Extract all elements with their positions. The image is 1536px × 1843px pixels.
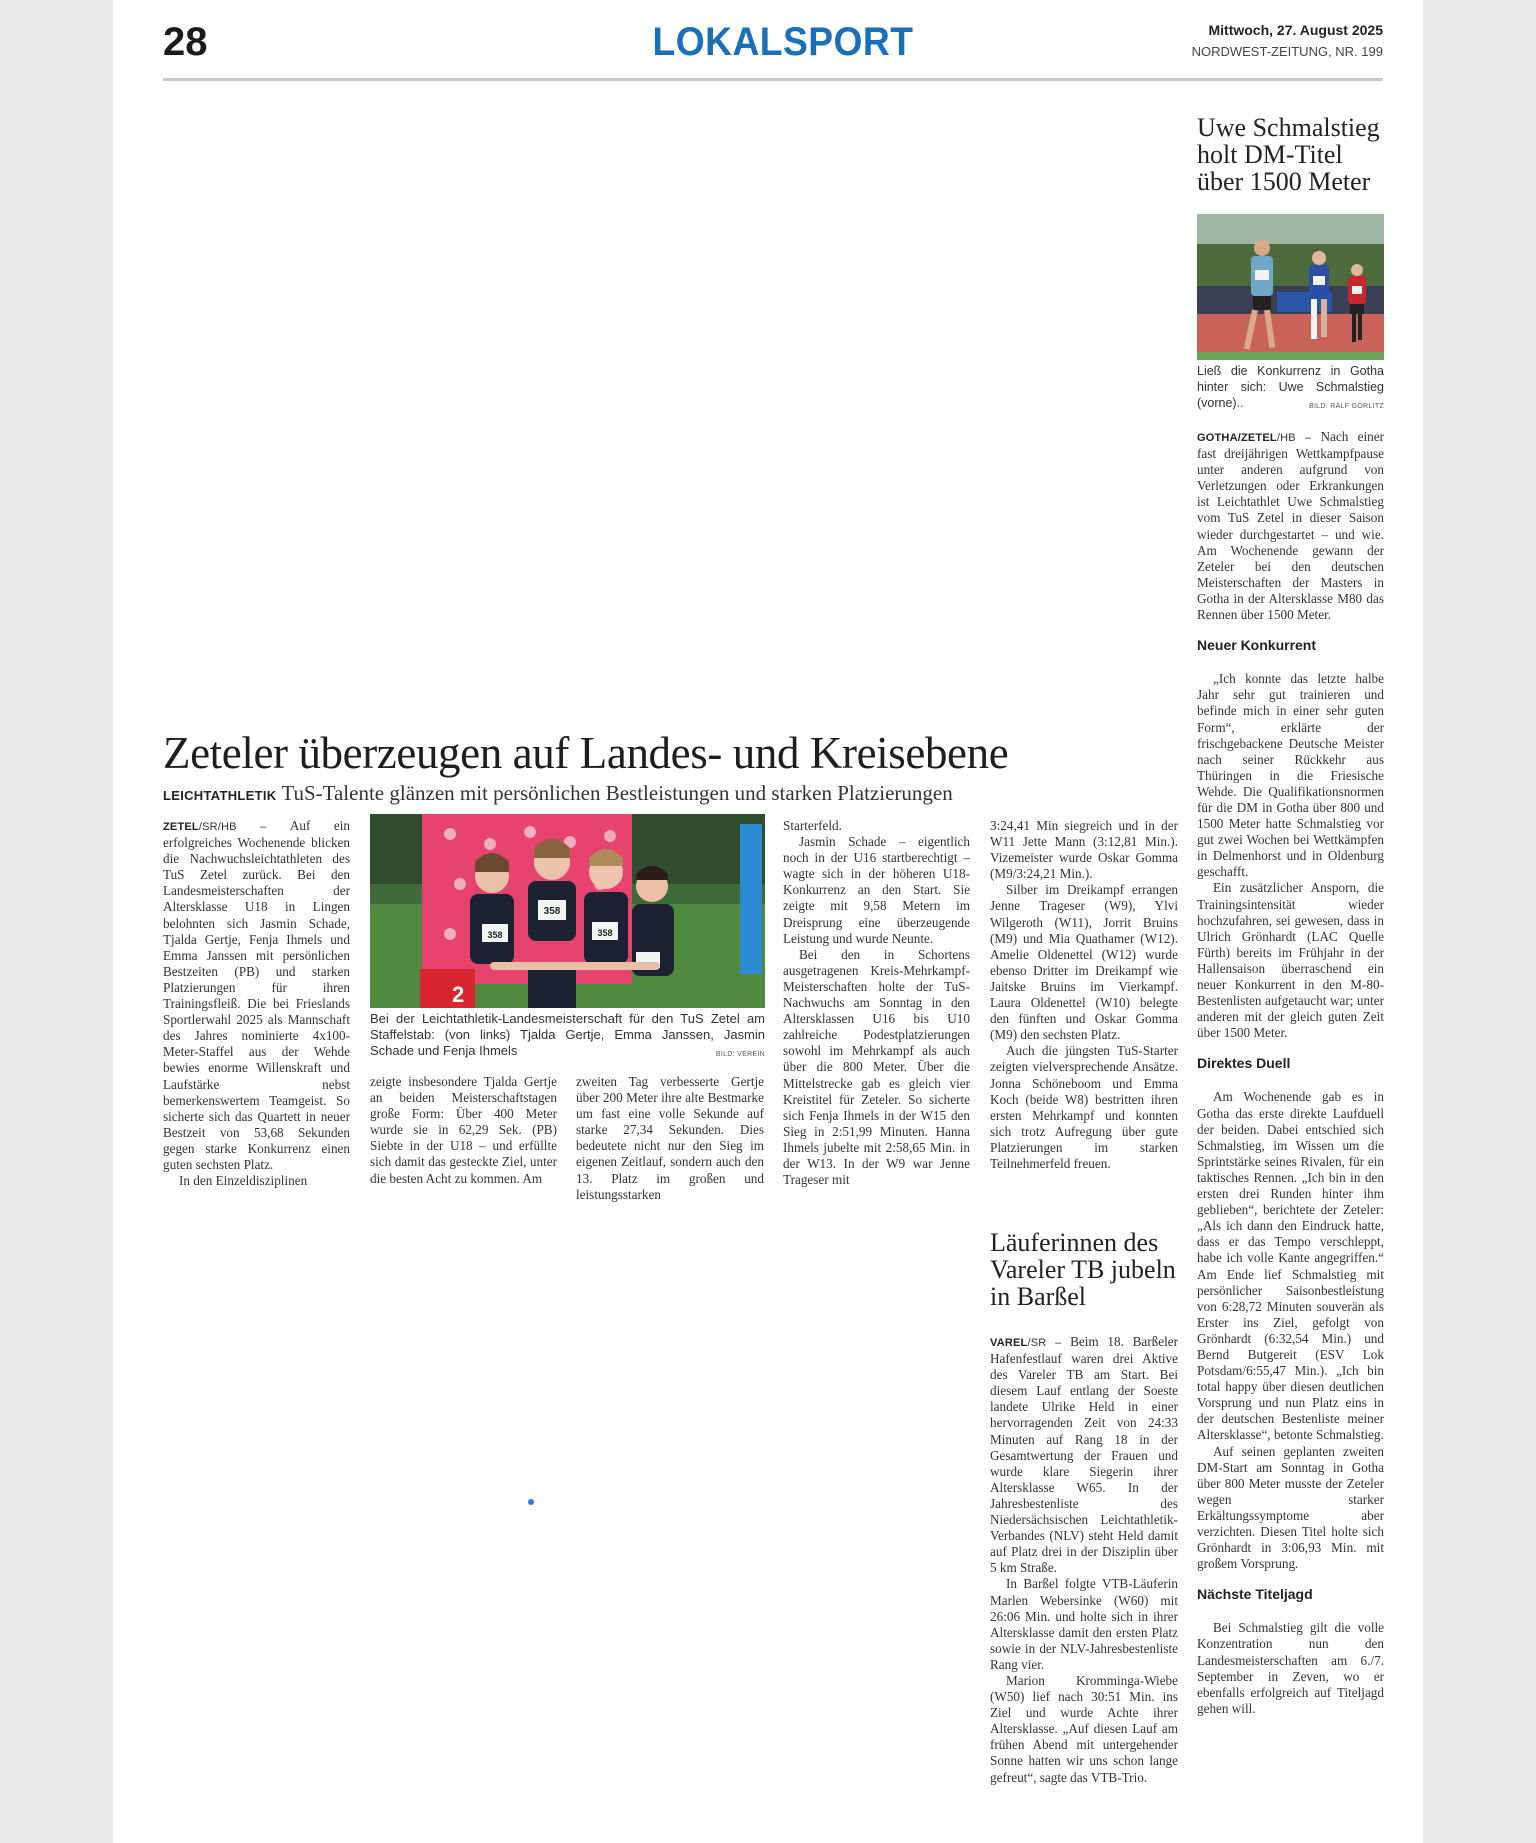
main-col-3: [576, 1074, 764, 1203]
bib-number: 358: [543, 906, 561, 917]
main-col-1: [163, 818, 350, 1189]
banner-flag: [740, 824, 762, 974]
varel-headline: Läuferinnen des Vareler TB jubeln in Barßel: [990, 1228, 1176, 1311]
athlete-2: [528, 839, 576, 1008]
relay-photo-caption: [370, 1011, 765, 1063]
main-col-5: [990, 818, 1178, 1172]
publication-issue: NORDWEST-ZEITUNG, NR. 199: [1191, 44, 1383, 59]
schmalstieg-headline: Uwe Schmalstieg holt DM-Titel über 1500 Meter: [1197, 113, 1380, 196]
page-number: 28: [163, 20, 208, 64]
athlete-3: [584, 849, 628, 964]
paragraph: Silber im Dreikampf errangen Jenne Trageser (W9), Ylvi Wilgeroth (W11), Jorrit Bruins (M9) und Mia Quathamer (W12). Amelie Oldenettel (W12) wurde ebenso Dritter im Dreikampf wie Jaitske Bruins im Vierkampf. Laura Oldenettel (W10) belegte den fünften und Oskar Gomma (M9) den sechsten Platz.: [990, 882, 1178, 1043]
caption-text: Ließ die Konkurrenz in Gotha hinter sich: Uwe Schmalstieg (vorne)..: [1197, 364, 1384, 410]
photo-credit: BILD: RALF GÖRLITZ: [1308, 403, 1384, 410]
relay-team-photo: [370, 814, 765, 1008]
caption-text: Bei der Leichtathletik-Landesmeisterschaft für den TuS Zetel am Staffelstab: (von links) Tjalda Gertje, Emma Janssen, Jasmin Schade und Fenja Ihmels: [370, 1011, 765, 1058]
paragraph: [990, 1334, 1178, 1576]
dateline-agency: /HB –: [1276, 432, 1321, 444]
schmalstieg-body: [1197, 429, 1384, 1717]
relay-hands: [490, 962, 660, 970]
dateline-place: GOTHA/ZETEL: [1197, 432, 1277, 444]
paragraph: Jasmin Schade – eigentlich noch in der U16 startberechtigt – wagte sich in der höheren U18-Konkurrenz an den Start. Sie zeigte mit 9,58 Metern im Dreisprung eine überzeugende Leistung und wurde Neunte.: [783, 834, 970, 946]
paragraph-text: Beim 18. Barßeler Hafenfestlauf waren drei Aktive des Vareler TB am Start. Bei diesem Lauf entlang der Soeste landete Ulrike Held in einer hervorragenden Zeit von 24:33 Minuten auf Rang 18 in der Gesamtwertung der Frauen und wurde klare Siegerin ihrer Altersklasse W65. In der Jahresbestenliste des Niedersächsischen Leichtathletik-Verbandes (NLV) steht Held damit auf Platz drei in der Disziplin über 5 km Straße.: [990, 1334, 1178, 1576]
paragraph: Marion Kromminga-Wiebe (W50) lief nach 30:51 Min. ins Ziel und wurde Achte ihrer Altersklasse. „Auf diesen Lauf am frühen Abend mit untergehender Sonne hatten wir uns schon lange gefreut“, sagte das VTB-Trio.: [990, 1672, 1178, 1785]
podium-number: 2: [452, 982, 465, 1007]
paragraph: Starterfeld.: [783, 818, 842, 833]
paragraph: Ein zusätzlicher Ansporn, die Trainingsintensität wieder hochzufahren, sei gewesen, dass in Ulrich Grönhardt (LAC Quelle Fürth) bereits im Frühjahr in der Hallensaison überraschend ein neuer Konkurrent in den M-80-Bestenlisten aufgetaucht war; unter anderen mit der gleich guten Zeit über 1500 Meter.: [1197, 880, 1384, 1041]
dateline-agency: /SR –: [1027, 1337, 1071, 1349]
dateline-place: ZETEL: [163, 821, 199, 833]
schmalstieg-photo-caption: [1197, 363, 1384, 415]
subheadline-text: TuS-Talente glänzen mit persönlichen Bestleistungen und starken Platzierungen: [281, 781, 953, 805]
schmalstieg-intro: [1197, 429, 1384, 623]
paragraph: Bei den in Schortens ausgetragenen Kreis-Mehrkampf-Meisterschaften holte der TuS-Nachwuchs am Sonntag in den Altersklassen U16 bis U10 zahlreiche Podestplatzierungen sowohl im Mehrkampf als auch über die 800 Meter. Über die Mittelstrecke gab es gleich vier Kreistitel für Zeteler. So sicherte sich Fenja Ihmels in der W15 den Sieg in 2:51,99 Minuten. Hanna Ihmels jubelte mit 2:58,65 Min. in der W13. In der W9 war Jenne Trageser mit: [783, 946, 970, 1188]
subhead-direktes-duell: Direktes Duell: [1197, 1055, 1291, 1072]
main-col-2: [370, 1074, 557, 1187]
paragraph-text: Auf ein erfolgreiches Wochenende blicken die Nachwuchsleichtathleten des TuS Zetel zurück. Bei den Landesmeisterschaften der Altersklasse U18 in Lingen belohnten sich Jasmin Schade, Tjalda Gertje, Fenja Ihmels und Emma Janssen mit persönlichen Bestzeiten (PB) und starken Platzierungen für ihren Trainingsfleiß. Die bei Frieslands Sportlerwahl 2025 als Mannschaft des Jahres nominierte 4x100-Meter-Staffel aus der Wehde bewies enorme Willenskraft und Laufstärke nebst bemerkenswertem Teamgeist. So sicherte sich das Quartett in neuer Bestzeit von 53,68 Sekunden gegen starke Konkurrenz einen guten sechsten Platz.: [163, 818, 350, 1172]
paragraph: Bei Schmalstieg gilt die volle Konzentration nun den Landesmeisterschaften am 6./7. September in Zeven, wo er ebenfalls erfolgreich auf Titeljagd gehen will.: [1197, 1620, 1384, 1716]
paragraph: Auf seinen geplanten zweiten DM-Start am Sonntag in Gotha über 800 Meter musste der Zeteler wegen starker Erkältungssymptome aber verzichten. Diesen Titel holte sich Grönhardt in 3:06,93 Min. mit großem Vorsprung.: [1197, 1443, 1384, 1572]
athlete-1: [470, 853, 514, 964]
issue-date: Mittwoch, 27. August 2025: [1208, 22, 1383, 38]
bib-number: 358: [597, 928, 613, 938]
paragraph: zweiten Tag verbesserte Gertje über 200 Meter ihre alte Bestmarke um fast eine volle Sekunde auf starke 27,34 Sekunden. Dies bedeutete nicht nur den Sieg im eigenen Zeitlauf, sondern auch den 13. Platz im großen und leistungsstarken: [576, 1074, 764, 1202]
paragraph: In den Einzeldisziplinen: [179, 1173, 308, 1189]
cursor-indicator-dot: [528, 1499, 534, 1505]
subhead-naechste-titeljagd: Nächste Titeljagd: [1197, 1586, 1313, 1603]
main-headline: Zeteler überzeugen auf Landes- und Kreisebene: [163, 728, 1009, 778]
paragraph: [163, 818, 350, 1173]
paragraph: 3:24,41 Min siegreich und in der W11 Jette Mann (3:12,81 Min.). Vizemeister wurde Oskar Gomma (M9/3:24,21 Min.).: [990, 818, 1178, 882]
intro-text: Nach einer fast dreijährigen Wettkampfpause unter anderen aufgrund von Verletzungen oder Erkrankungen ist Leichtathlet Uwe Schmalstieg vom TuS Zetel in dieser Saison wieder durchgestartet – und wie. Am Wochenende gewann der Zeteler bei den deutschen Meisterschaften der Masters in Gotha in der Altersklasse M80 das Rennen über 1500 Meter.: [1197, 429, 1384, 623]
podium-block: [420, 969, 475, 1008]
paragraph: „Ich konnte das letzte halbe Jahr sehr gut trainieren und befinde mich in einer sehr guten Form“, erklärte der frischgebackene Deutsche Meister nach seiner Rückkehr aus Thüringen in die Friesische Wehde. Die Qualifikationsnormen für die DM in Gotha über 800 und 1500 Meter hatte Schmalstieg vor gut zwei Wochen bei Wettkämpfen in Delmenhorst und in Oldenburg geschafft.: [1197, 671, 1384, 880]
paragraph: Auch die jüngsten TuS-Starter zeigten vielversprechende Ansätze. Jonna Schöneboom und Emma Koch (beide W8) bestritten ihren ersten Mehrkampf und konnten sich trotz Aufregung über gute Platzierungen im starken Teilnehmerfeld freuen.: [990, 1043, 1178, 1171]
photo-credit: BILD: VEREIN: [715, 1051, 765, 1058]
paragraph: zeigte insbesondere Tjalda Gertje an beiden Meisterschaftstagen große Form: Über 400 Meter wurde sie in 62,29 Sek. (PB) Siebte in der U18 – und erfüllte sich damit das gesteckte Ziel, unter die besten Acht zu kommen. Am: [370, 1074, 557, 1186]
relay-photo-illustration: [370, 814, 765, 1008]
subhead-neuer-konkurrent: Neuer Konkurrent: [1197, 637, 1317, 654]
runners-photo-illustration: [1197, 214, 1384, 360]
dateline-place: VAREL: [990, 1337, 1028, 1349]
bib-number: 358: [487, 930, 503, 940]
schmalstieg-photo: [1197, 214, 1384, 360]
main-subheadline: [163, 779, 953, 810]
header-rule: [163, 78, 1383, 81]
kicker-label: LEICHTATHLETIK: [163, 788, 277, 803]
paragraph: In Barßel folgte VTB-Läuferin Marlen Webersinke (W60) mit 26:06 Min. und holte sich in ihrer Altersklasse damit den ersten Platz sowie in der NLV-Jahresbestenliste Rang vier.: [990, 1576, 1178, 1672]
dateline-agency: /SR/HB –: [198, 821, 290, 833]
section-title: LOKALSPORT: [652, 20, 914, 64]
paragraph: Am Wochenende gab es in Gotha das erste direkte Laufduell der beiden. Dabei entschied sich Schmalstieg, im Wissen um die Sprintstärke seines Rivalen, für ein taktisches Rennen. „Ich bin in den ersten drei Runden hinter ihm geblieben“, berichtete der Zeteler: „Als ich dann den Eindruck hatte, dass er das Tempo verschleppt, habe ich volle Kante angegriffen.“ Am Ende lief Schmalstieg mit persönlicher Saisonbestleistung von 6:28,72 Minuten souverän als Erster ins Ziel, gefolgt von Grönhardt (6:32,54 Min.) und Bernd Butgereit (ESV Lok Potsdam/6:55,47 Min.). „Ich bin total happy über diesen deutlichen Vorsprung und nun Platz eins in der deutschen Bestenliste meiner Altersklasse“, betonte Schmalstieg.: [1197, 1089, 1384, 1443]
main-col-4: [783, 818, 970, 1188]
varel-body: [990, 1334, 1178, 1786]
